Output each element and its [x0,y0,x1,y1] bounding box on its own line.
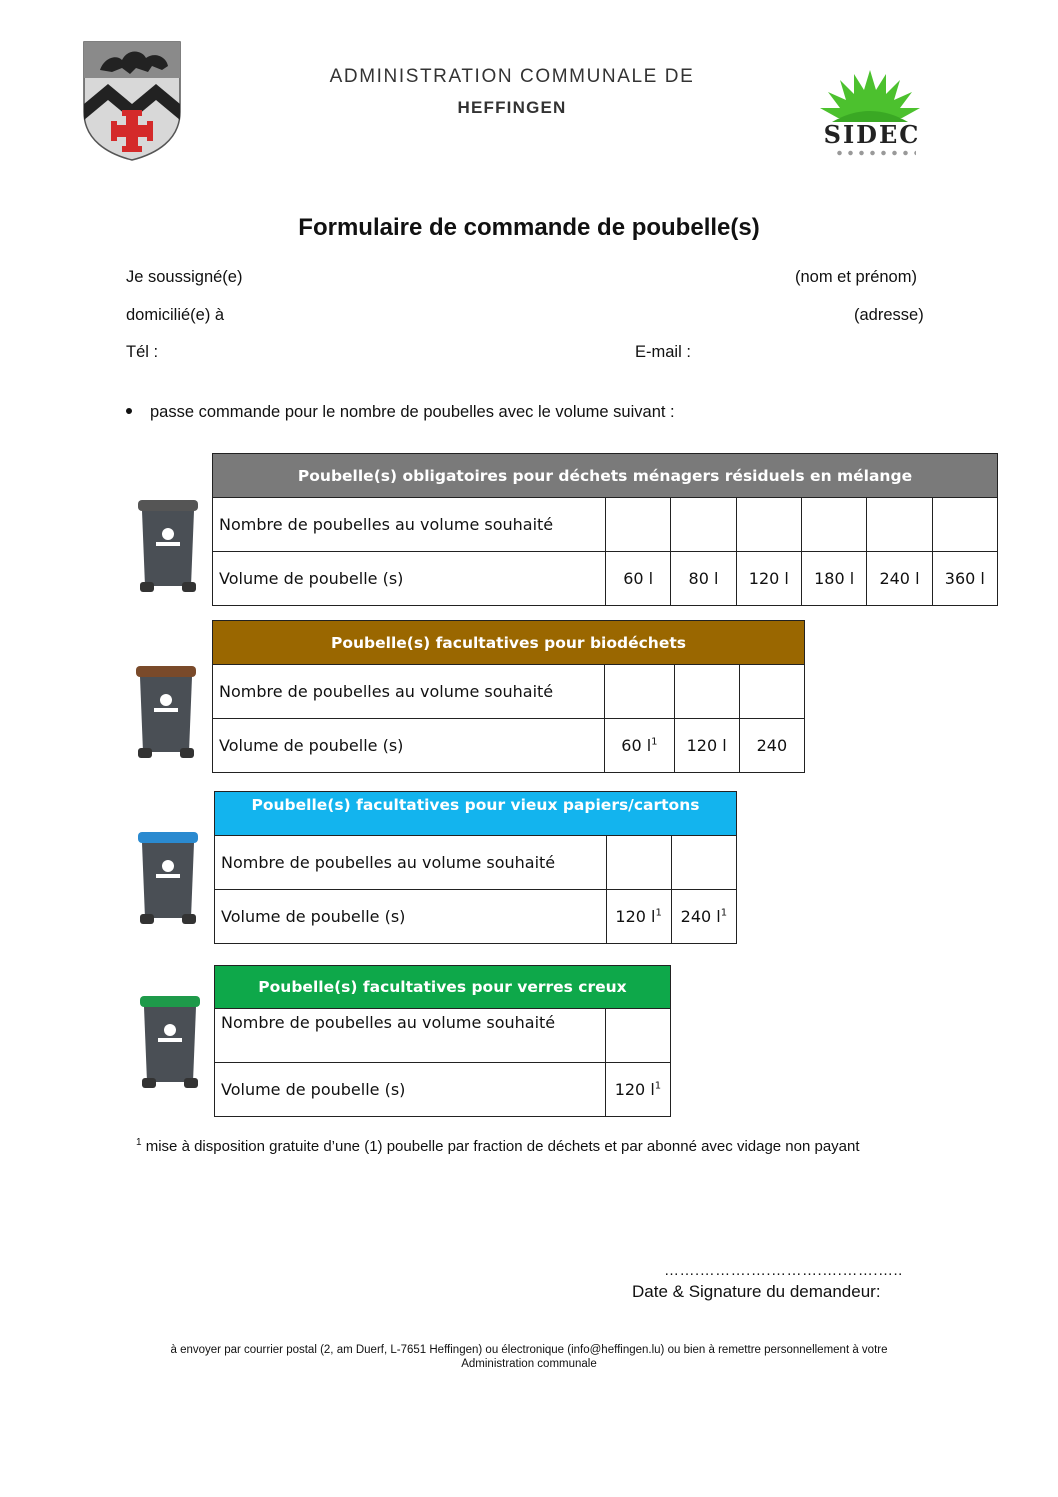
footnote-text: mise à disposition gratuite d’une (1) poubelle par fraction de déchets et par abonné avec vidage non payant [145,1138,860,1155]
address-hint: (adresse) [854,306,924,324]
count-input-cell[interactable] [671,836,736,890]
header-line1: ADMINISTRATION COMMUNALE DE [329,66,695,87]
bottom-note-line1: à envoyer par courrier postal (2, am Duerf, L-7651 Heffingen) ou électronique (info@heffingen.lu) ou bien à remettre personnellement à votre [170,1344,888,1356]
count-row-label: Nombre de poubelles au volume souhaité [215,836,607,890]
volume-cell: 80 l [671,552,736,606]
volume-cell: 120 l [674,719,739,773]
count-input-cell[interactable] [606,498,671,552]
volume-cell: 240 [739,719,804,773]
paper-bin-icon [136,830,200,931]
count-input-cell[interactable] [932,498,997,552]
tel-label: Tél : [126,343,159,361]
volume-value: 240 l [680,907,721,926]
footnote-mark: 1 [654,1080,662,1092]
count-input-cell[interactable] [671,498,736,552]
bullet-text: passe commande pour le nombre de poubelles avec le volume suivant : [150,403,675,421]
sidec-logo [812,66,928,160]
bullet-icon [126,408,132,414]
sidec-dots [834,150,916,156]
count-input-cell[interactable] [674,665,739,719]
volume-cell: 240 l [867,552,932,606]
count-row-label: Nombre de poubelles au volume souhaité [215,1009,606,1063]
count-row-label: Nombre de poubelles au volume souhaité [213,665,605,719]
biowaste-table [212,620,805,773]
footnote-mark: 1 [136,1137,142,1148]
footnote-mark: 1 [655,907,662,919]
table-header: Poubelle(s) facultatives pour biodéchets [213,621,805,665]
header-line2: HEFFINGEN [457,98,567,117]
residual-waste-table [212,453,998,606]
volume-cell [606,890,671,944]
footnote [136,1138,860,1155]
count-input-cell[interactable] [867,498,932,552]
count-input-cell[interactable] [801,498,866,552]
table-header: Poubelle(s) facultatives pour vieux papiers/cartons [215,792,737,836]
volume-row-label: Volume de poubelle (s) [215,890,607,944]
count-input-cell[interactable] [606,836,671,890]
volume-row-label: Volume de poubelle (s) [213,719,605,773]
bottom-note-line2: Administration communale [461,1358,597,1370]
bottom-note [120,1343,938,1371]
count-input-cell[interactable] [605,665,674,719]
bullet-item [126,403,675,422]
footnote-mark: 1 [720,907,728,919]
glass-table [214,965,671,1117]
volume-cell: 360 l [932,552,997,606]
volume-cell: 60 l [606,552,671,606]
footnote-mark: 1 [651,736,658,748]
name-hint: (nom et prénom) [795,268,917,286]
volume-row-label: Volume de poubelle (s) [215,1063,606,1117]
count-input-cell[interactable] [605,1009,670,1063]
volume-cell [605,719,674,773]
count-input-cell[interactable] [739,665,804,719]
sidec-logo-text: SIDEC [823,120,921,149]
signature-label: Date & Signature du demandeur: [632,1282,881,1301]
volume-value: 60 l [621,736,652,755]
volume-value: 120 l [615,907,656,926]
volume-cell: 120 l [736,552,801,606]
volume-cell [671,890,736,944]
glass-bin-icon [138,994,202,1095]
volume-cell: 180 l [801,552,866,606]
volume-row-label: Volume de poubelle (s) [213,552,606,606]
paper-table [214,791,737,944]
table-header: Poubelle(s) obligatoires pour déchets ménagers résiduels en mélange [213,454,998,498]
address-label: domicilié(e) à [126,306,225,324]
name-label: Je soussigné(e) [126,268,243,286]
volume-value: 120 l [614,1080,655,1099]
signature-line[interactable]: …….……….….……….….…….….. [664,1262,903,1279]
biowaste-bin-icon [134,664,198,765]
email-label: E-mail : [635,343,691,361]
residual-waste-bin-icon [136,498,200,599]
volume-cell [605,1063,670,1117]
count-input-cell[interactable] [736,498,801,552]
count-row-label: Nombre de poubelles au volume souhaité [213,498,606,552]
table-header: Poubelle(s) facultatives pour verres creux [215,966,671,1009]
page-title: Formulaire de commande de poubelle(s) [298,214,760,241]
